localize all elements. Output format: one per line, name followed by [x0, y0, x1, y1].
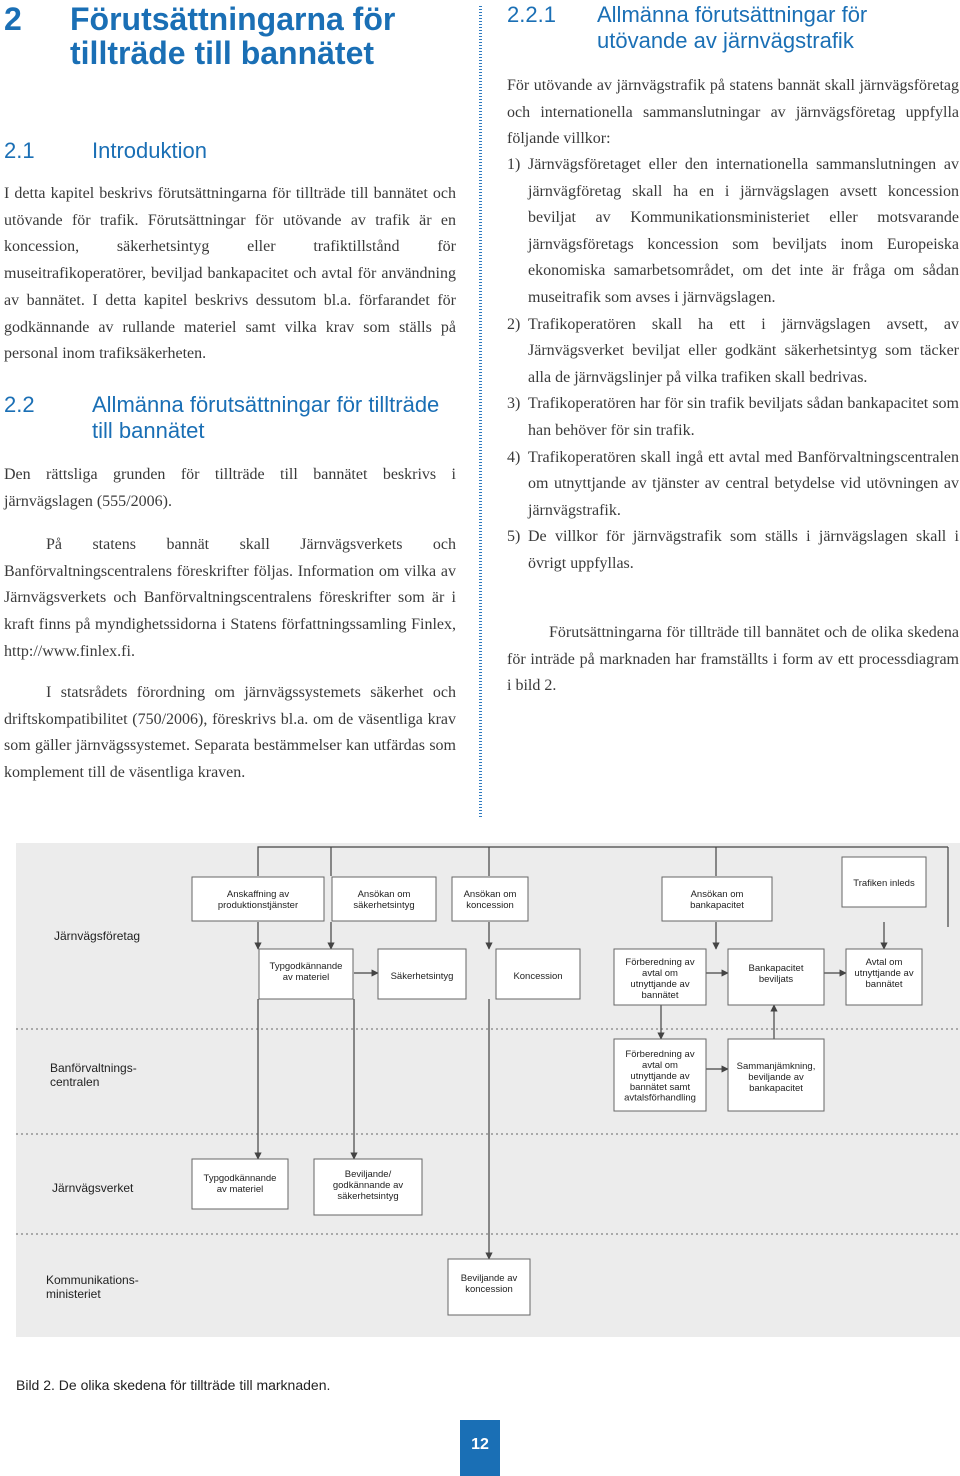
- decree-paragraph: I statsrådets förordning om järnvägssystemets säkerhet och driftskompatibilitet (750/2006), föreskrivs bl.a. om de väsentliga krav som gäller järnvägssystemet. Separata bestämmelser kan utfärdas som komplement till de väsentliga kraven.: [4, 684, 456, 782]
- list-item: 3) Trafikoperatören har för sin trafik beviljats sådan bankapacitet som han behöver för sin trafik.: [507, 395, 959, 439]
- list-item: 5) De villkor för järnvägstrafik som ställs i järnvägslagen skall i övrigt uppfyllas.: [507, 528, 959, 572]
- lane-label-rail-admin: Banförvaltnings-centralen: [50, 1061, 137, 1089]
- svg-text:Beviljande/godkännande avsäker: Beviljande/ godkännande av säkerhetsintyg: [332, 1169, 404, 1202]
- section-number: 2.1: [4, 138, 35, 163]
- svg-text:Typgodkännandeav materiel: Typgodkännande av materiel: [269, 961, 343, 983]
- legal-basis-paragraph: Den rättsliga grunden för tillträde till bannätet beskrivs i järnvägslagen (555/2006).: [4, 466, 456, 510]
- box-typgodkannande-2: [192, 1159, 288, 1209]
- box-beviljande-sakerhetsintyg: [314, 1159, 422, 1215]
- svg-text:Sammanjämkning,beviljande avba: Sammanjämkning, beviljande av bankapacitet: [736, 1061, 816, 1094]
- svg-text:Ansökan omkoncession: Ansökan om koncession: [463, 889, 517, 911]
- svg-text:Säkerhetsintyg: Säkerhetsintyg: [390, 971, 454, 982]
- list-item: 1) Järnvägsföretaget eller den internationella sammanslutningen av järnvägföretag skall ha en i järnvägslagen avsett koncession beviljat av Kommunikationsministeriet eller motsvarande järnvägsföretags koncession som beviljats inom Europeiska ekonomiska samarbetsområdet, om det inte är fråga om sådan museitrafik som avses i järnvägslagen.: [507, 156, 959, 306]
- box-ansokan-koncession: [452, 877, 528, 921]
- box-sakerhetsintyg: [378, 949, 466, 999]
- conditions-list: [507, 152, 959, 578]
- svg-text:Avtal omutnyttjande avbannätet: Avtal om utnyttjande av bannätet: [854, 957, 914, 990]
- svg-text:Anskaffning avproduktionstjäns: Anskaffning av produktionstjänster: [217, 889, 299, 911]
- svg-text:Förberedning avavtal omutnyttj: Förberedning av avtal om utnyttjande av bannätet samt avtalsförhandling: [624, 1049, 696, 1104]
- lane-label-ministry: Kommunikations-ministeriet: [46, 1273, 139, 1301]
- svg-text:Förberedning avavtal omutnyttj: Förberedning av avtal om utnyttjande av bannätet: [625, 957, 695, 1001]
- process-diagram: [16, 843, 960, 1338]
- regulations-paragraph: På statens bannät skall Järnvägsverkets och Banförvaltningscentralens föreskrifter följas. Information om vilka av Järnvägsverkets och Banförvaltningscentralens föreskrifter som är i kraft finns på myndighetssidorna i Statens författningssamling Finlex, http://www.finlex.fi.: [4, 536, 456, 660]
- svg-text:Trafiken inleds: Trafiken inleds: [853, 878, 915, 889]
- closing-paragraph: Förutsättningarna för tillträde till bannätet och de olika skedena för inträde på marknaden har framställts i form av ett processdiagram i bild 2.: [507, 624, 959, 695]
- list-item: 2) Trafikoperatören skall ha ett i järnvägslagen avsett, av Järnvägsverket beviljat eller godkänt säkerhetsintyg som täcker alla de järnvägslinjer på vilka trafiken skall bedrivas.: [507, 315, 959, 386]
- box-forberedning-1: [614, 949, 706, 1005]
- list-item: 4) Trafikoperatören skall ingå ett avtal med Banförvaltningscentralen om utnyttjande av tjänster av central betydelse vid utövningen av järnvägstrafik.: [507, 448, 959, 519]
- page-number: 12: [460, 1420, 500, 1476]
- section-heading-intro: [4, 138, 456, 164]
- figure-caption: Bild 2. De olika skedena för tillträde till marknaden.: [16, 1377, 331, 1393]
- chapter-number: 2: [4, 1, 22, 37]
- svg-text:Ansökan omsäkerhetsintyg: Ansökan om säkerhetsintyg: [353, 889, 415, 911]
- svg-text:Typgodkännandeav materiel: Typgodkännande av materiel: [203, 1173, 277, 1195]
- box-bankapacitet-beviljats: [728, 949, 824, 1005]
- svg-text:Koncession: Koncession: [513, 971, 563, 982]
- svg-text:Beviljande avkoncession: Beviljande av koncession: [460, 1273, 518, 1295]
- intro-paragraph: I detta kapitel beskrivs förutsättningarna för tillträde till bannätet och utövande för trafik. Förutsättningar för utövande av trafik är en koncession, säkerhetsintyg eller trafiktillstånd för museitrafikoperatörer, beviljad bankapacitet och avtal för användning av bannätet. I detta kapitel beskrivs dessutom bl.a. förfarandet för godkännande av rullande materiel samt vilka krav som ställs på personal inom trafiksäkerheten.: [4, 185, 456, 363]
- box-koncession: [496, 949, 580, 999]
- box-trafiken-inleds: [842, 857, 926, 907]
- chapter-heading: [4, 0, 456, 110]
- svg-text:Bankapacitetbeviljats: Bankapacitet beviljats: [748, 963, 804, 985]
- lane-label-railway-company: Järnvägsföretag: [54, 929, 141, 943]
- column-divider: [479, 6, 482, 818]
- lane-label-railway-agency: Järnvägsverket: [52, 1181, 134, 1195]
- subsection-title: Allmänna förutsättningar för utövande av järnvägstrafik: [597, 2, 868, 53]
- conditions-intro: För utövande av järnvägstrafik på statens bannät skall järnvägsföretag och internationella sammanslutningar av järnvägsföretag uppfylla följande villkor:: [507, 77, 959, 148]
- box-ansokan-sakerhetsintyg: [332, 877, 436, 921]
- section-heading-general: [4, 392, 456, 444]
- section-title: Introduktion: [92, 138, 207, 163]
- box-beviljande-koncession: [448, 1259, 530, 1315]
- box-avtal: [846, 949, 922, 1005]
- box-forberedning-2: [614, 1039, 706, 1111]
- svg-text:Ansökan ombankapacitet: Ansökan om bankapacitet: [690, 889, 744, 911]
- section-title: Allmänna förutsättningar för tillträde till bannätet: [92, 392, 440, 443]
- box-ansokan-bankapacitet: [662, 877, 772, 921]
- subsection-heading: [507, 2, 959, 54]
- box-sammanjamkning: [728, 1039, 824, 1111]
- box-anskaffning: [192, 877, 324, 921]
- subsection-number: 2.2.1: [507, 2, 556, 27]
- chapter-title: Förutsättningarna för tillträde till bannätet: [70, 1, 396, 71]
- section-number: 2.2: [4, 392, 35, 417]
- box-typgodkannande-1: [259, 949, 353, 999]
